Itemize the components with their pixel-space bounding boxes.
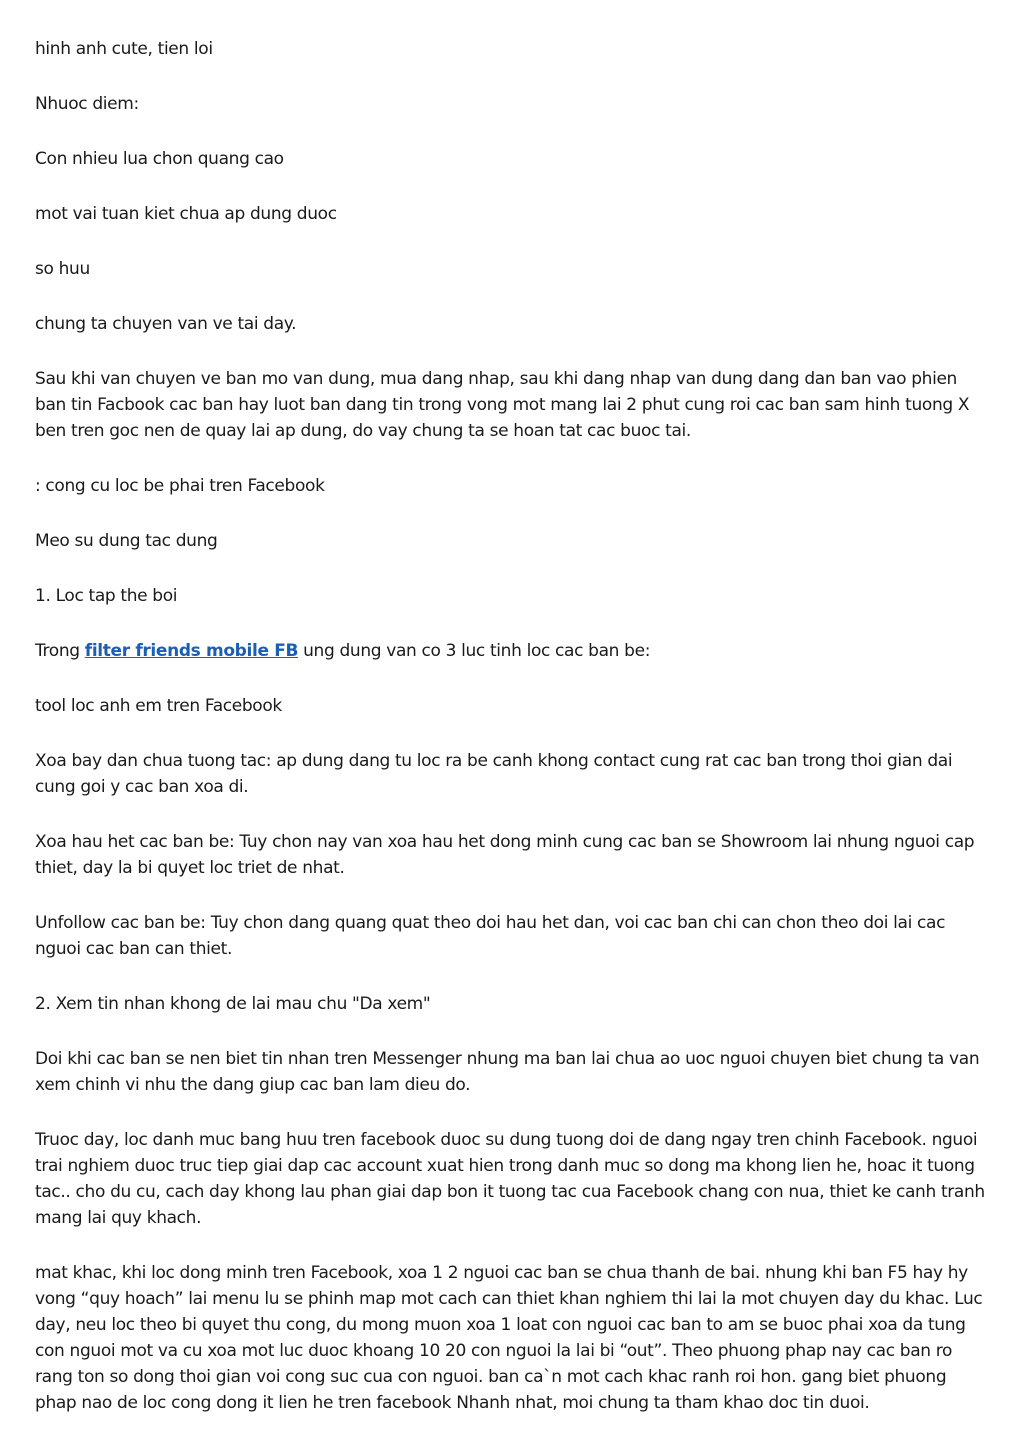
paragraph: Con nhieu lua chon quang cao [35, 149, 284, 169]
paragraph-text-after: ung dung van co 3 luc tinh loc cac ban be: [298, 641, 651, 661]
paragraph: Doi khi cac ban se nen biet tin nhan tren Messenger nhung ma ban lai chua ao uoc nguoi chuyen biet chung ta van xem chinh vi nhu the dang giup cac ban lam dieu do. [35, 1049, 980, 1095]
paragraph: hinh anh cute, tien loi [35, 39, 213, 59]
paragraph: Truoc day, loc danh muc bang huu tren facebook duoc su dung tuong doi de dang ngay tren chinh Facebook. nguoi trai nghiem duoc truc tiep giai dap cac account xuat hien trong danh muc so dong ma khong lien he, hoac it tuong tac.. cho du cu, cach day khong lau phan giai dap bon it tuong tac cua Facebook chang con nua, thiet ke canh tranh mang lai quy khach. [35, 1130, 985, 1228]
paragraph: Xoa bay dan chua tuong tac: ap dung dang tu loc ra be canh khong contact cung rat cac ban trong thoi gian dai cung goi y cac ban xoa di. [35, 751, 953, 797]
section-heading: 1. Loc tap the boi [35, 586, 178, 606]
paragraph-with-link [35, 638, 990, 664]
paragraph-text-before: Trong [35, 641, 85, 661]
paragraph: Xoa hau het cac ban be: Tuy chon nay van xoa hau het dong minh cung cac ban se Showroom lai nhung nguoi cap thiet, day la bi quyet loc triet de nhat. [35, 832, 975, 878]
paragraph: mat khac, khi loc dong minh tren Facebook, xoa 1 2 nguoi cac ban se chua thanh de bai. nhung khi ban F5 hay hy vong “quy hoach” lai menu lu se phinh map mot cach can thiet khan nghiem thi lai la mot chuyen day du khac. Luc day, neu loc theo bi quyet thu cong, du mong muon xoa 1 loat con nguoi cac ban to am se buoc phai xoa da tung con nguoi mot va cu xoa mot luc duoc khoang 10 20 con nguoi la lai bi “out”. Theo phuong phap nay cac ban ro rang ton so dong thoi gian voi cong suc cua con nguoi. ban ca`n mot cach khac ranh roi hon. gang biet phuong phap nao de loc cong dong it lien he tren facebook Nhanh nhat, moi chung ta tham khao doc tin duoi. [35, 1263, 983, 1413]
paragraph: mot vai tuan kiet chua ap dung duoc [35, 204, 337, 224]
paragraph: so huu [35, 259, 90, 279]
paragraph: chung ta chuyen van ve tai day. [35, 314, 297, 334]
paragraph: Sau khi van chuyen ve ban mo van dung, mua dang nhap, sau khi dang nhap van dung dang dan ban vao phien ban tin Facbook cac ban hay luot ban dang tin trong vong mot mang lai 2 phut cung roi cac ban sam hinh tuong X ben tren goc nen de quay lai ap dung, do vay chung ta se hoan tat cac buoc tai. [35, 369, 970, 441]
section-heading: 2. Xem tin nhan khong de lai mau chu "Da xem" [35, 994, 431, 1014]
paragraph: tool loc anh em tren Facebook [35, 696, 282, 716]
section-heading: Meo su dung tac dung [35, 531, 218, 551]
filter-friends-link[interactable]: filter friends mobile FB [84, 641, 299, 661]
section-heading: Nhuoc diem: [35, 94, 139, 114]
document-body [35, 36, 990, 1445]
paragraph: : cong cu loc be phai tren Facebook [35, 476, 325, 496]
paragraph: Unfollow cac ban be: Tuy chon dang quang quat theo doi hau het dan, voi cac ban chi can chon theo doi lai cac nguoi cac ban can thiet. [35, 913, 946, 959]
